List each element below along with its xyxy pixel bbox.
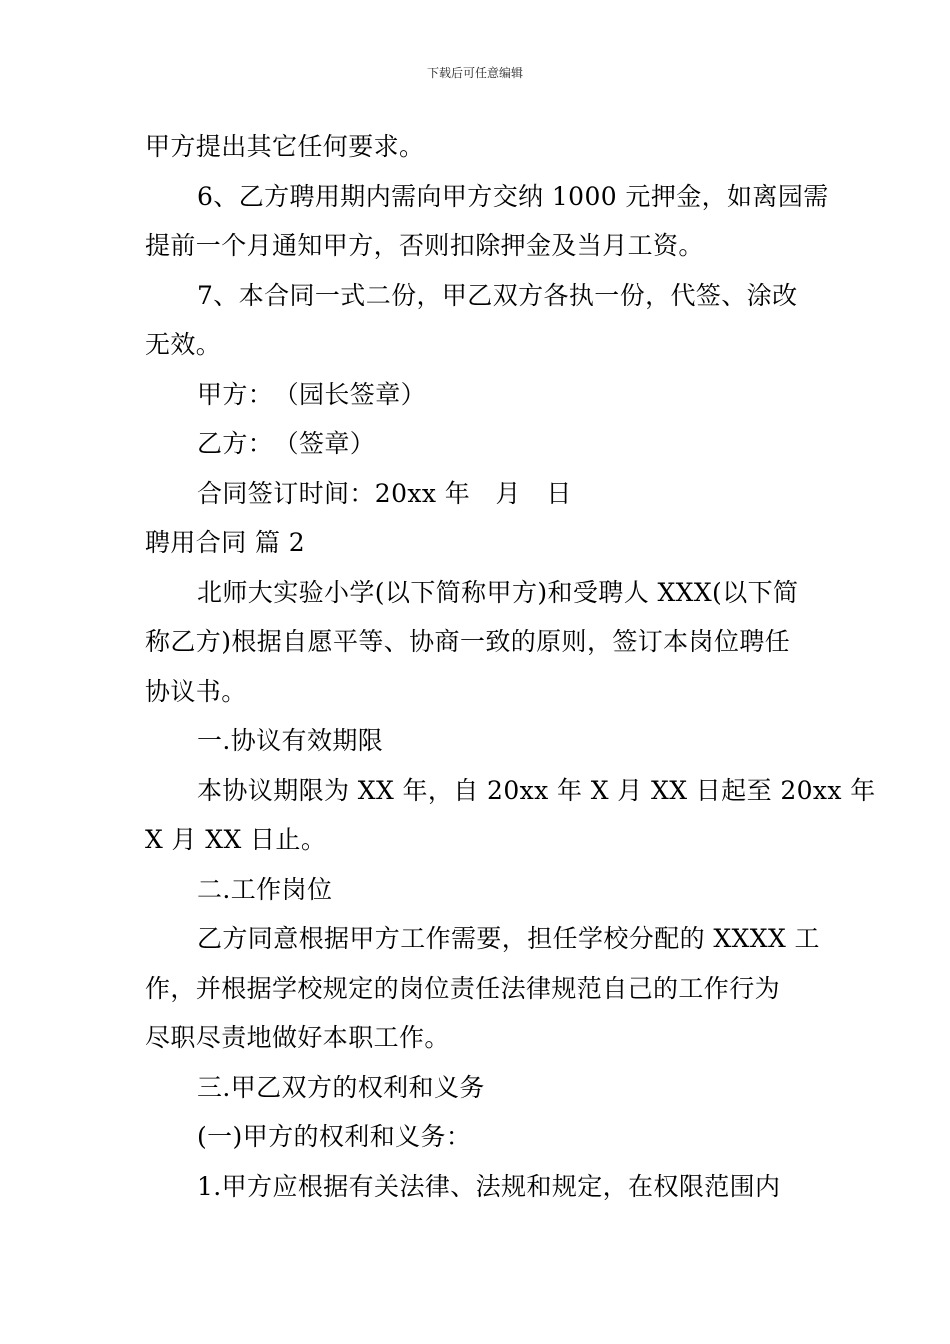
- page-header: 下载后可任意编辑: [426, 66, 523, 80]
- text-line: 北师大实验小学(以下简称甲方)和受聘人 XXX(以下简: [197, 577, 799, 607]
- text-line: 7、本合同一式二份，甲乙双方各执一份，代签、涂改: [197, 280, 798, 310]
- text-line: 乙方同意根据甲方工作需要，担任学校分配的 XXXX 工: [197, 924, 820, 953]
- heading-2: 二.工作岗位: [197, 874, 333, 904]
- text-line: 1.甲方应根据有关法律、法规和规定，在权限范围内: [197, 1171, 781, 1201]
- text-line: 甲方提出其它任何要求。: [145, 132, 425, 161]
- document-body: [145, 122, 876, 1211]
- signature-party-b: 乙方： （签章）: [197, 429, 376, 458]
- section-title: 聘用合同 篇 2: [145, 528, 305, 557]
- subheading: (一)甲方的权利和义务：: [197, 1122, 472, 1151]
- signing-date: 合同签订时间：20xx 年 月 日: [197, 478, 572, 508]
- text-line: 无效。: [145, 330, 222, 359]
- heading-1: 一.协议有效期限: [197, 726, 384, 755]
- heading-3: 三.甲乙双方的权利和义务: [197, 1072, 485, 1102]
- signature-party-a: 甲方： （园长签章）: [197, 379, 427, 409]
- text-line: 尽职尽责地做好本职工作。: [145, 1023, 450, 1052]
- text-line: 作，并根据学校规定的岗位责任法律规范自己的工作行为: [145, 973, 781, 1003]
- text-line: X 月 XX 日止。: [145, 825, 327, 854]
- text-line: 称乙方)根据自愿平等、协商一致的原则，签订本岗位聘任: [145, 627, 791, 656]
- text-line: 本协议期限为 XX 年，自 20xx 年 X 月 XX 日起至 20xx 年: [197, 775, 876, 805]
- text-line: 6、乙方聘用期内需向甲方交纳 1000 元押金，如离园需: [197, 181, 829, 211]
- text-line: 提前一个月通知甲方，否则扣除押金及当月工资。: [145, 231, 704, 260]
- text-line: 协议书。: [145, 676, 247, 706]
